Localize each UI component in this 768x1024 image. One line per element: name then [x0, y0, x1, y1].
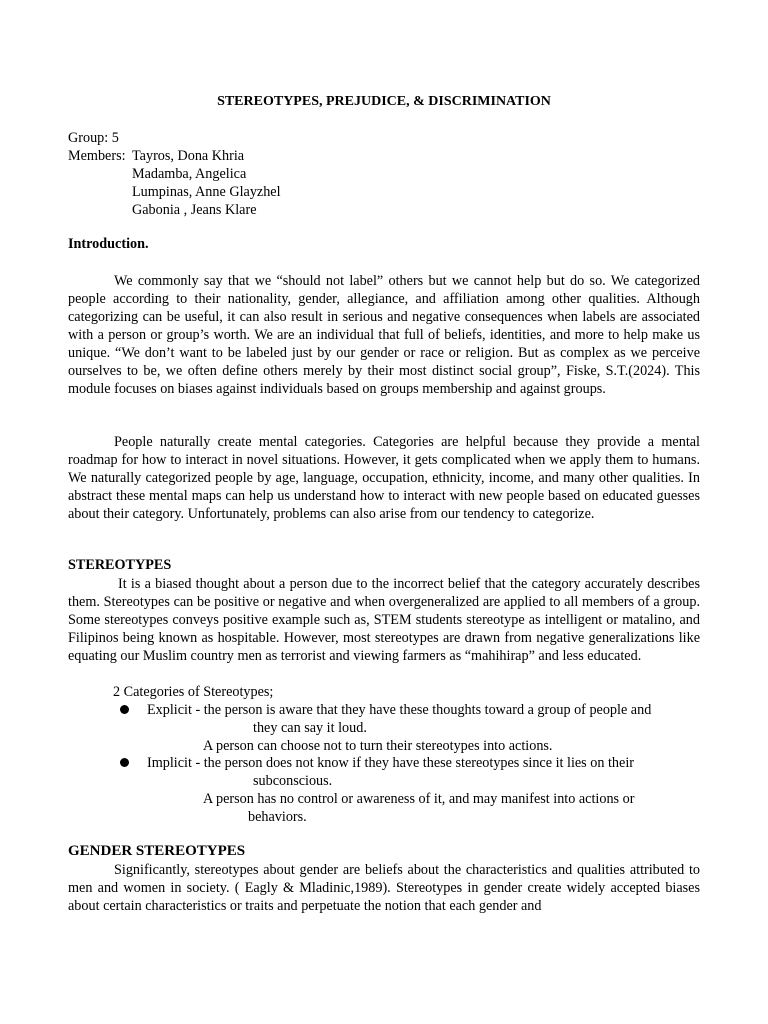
implicit-text: Implicit - the person does not know if they have these stereotypes since it lies on their [147, 755, 634, 771]
categories-line: 2 Categories of Stereotypes; [113, 684, 274, 700]
stereotypes-paragraph: It is a biased thought about a person due to the incorrect belief that the category accurately describes them. Stereotypes can be positive or negative and when overgeneralized are applied to all members of a group. Some stereotypes conveys positive example such as, STEM students stereotype as intelligent or matalino, and Filipinos being known as hospitable. However, most stereotypes are drawn from negative generalizations like equating our Muslim country men as terrorist and viewing farmers as “mahihirap” and less educated. [68, 576, 700, 664]
members-label: Members: [68, 148, 126, 164]
bullet-icon [120, 705, 129, 714]
group-info [68, 129, 281, 219]
implicit-note: A person has no control or awareness of it, and may manifest into actions or [203, 791, 635, 807]
member-name: Gabonia , Jeans Klare [132, 202, 257, 218]
gender-stereotypes-heading: GENDER STEREOTYPES [68, 843, 246, 859]
member-name: Lumpinas, Anne Glayzhel [132, 184, 281, 200]
intro-paragraph-1: We commonly say that we “should not label” others but we cannot help but do so. We categorized people according to their nationality, gender, allegiance, and affiliation among other qualities. Although categorizing can be useful, it can also result in serious and negative consequences when labels are associated with a person or group’s worth. We are an individual that full of beliefs, identities, and more to help make us unique. “We don’t want to be labeled just by our gender or race or religion. But as complex as we perceive ourselves to be, we often define others merely by their most distinct social group”, Fiske, S.T.(2024). This module focuses on biases against individuals based on groups membership and against groups. [68, 273, 700, 397]
members-first-row [68, 147, 281, 165]
explicit-note: A person can choose not to turn their stereotypes into actions. [203, 738, 553, 754]
explicit-text: Explicit - the person is aware that they have these thoughts toward a group of people and [147, 702, 652, 718]
introduction-heading: Introduction. [68, 236, 149, 252]
group-line: Group: 5 [68, 130, 119, 146]
stereotypes-heading: STEREOTYPES [68, 557, 172, 573]
intro-paragraph-2: People naturally create mental categories. Categories are helpful because they provide a mental roadmap for how to interact in novel situations. However, it gets complicated when we apply them to humans. We naturally categorized people by age, language, occupation, ethnicity, income, and many other qualities. In abstract these mental maps can help us understand how to interact with new people based on educated guesses about their category. Unfortunately, problems can also arise from our tendency to categorize. [68, 434, 700, 522]
implicit-continuation: subconscious. [253, 773, 333, 789]
document-title: STEREOTYPES, PREJUDICE, & DISCRIMINATION [217, 94, 551, 109]
bullet-icon [120, 758, 129, 767]
member-name: Madamba, Angelica [132, 166, 247, 182]
gender-paragraph: Significantly, stereotypes about gender are beliefs about the characteristics and qualities attributed to men and women in society. ( Eagly & Mladinic,1989). Stereotypes in gender create widely accepted biases about certain characteristics or traits and perpetuate the notion that each gender and [68, 862, 700, 914]
implicit-note-continuation: behaviors. [248, 809, 307, 825]
member-name: Tayros, Dona Khria [132, 148, 245, 164]
explicit-continuation: they can say it loud. [253, 720, 367, 736]
